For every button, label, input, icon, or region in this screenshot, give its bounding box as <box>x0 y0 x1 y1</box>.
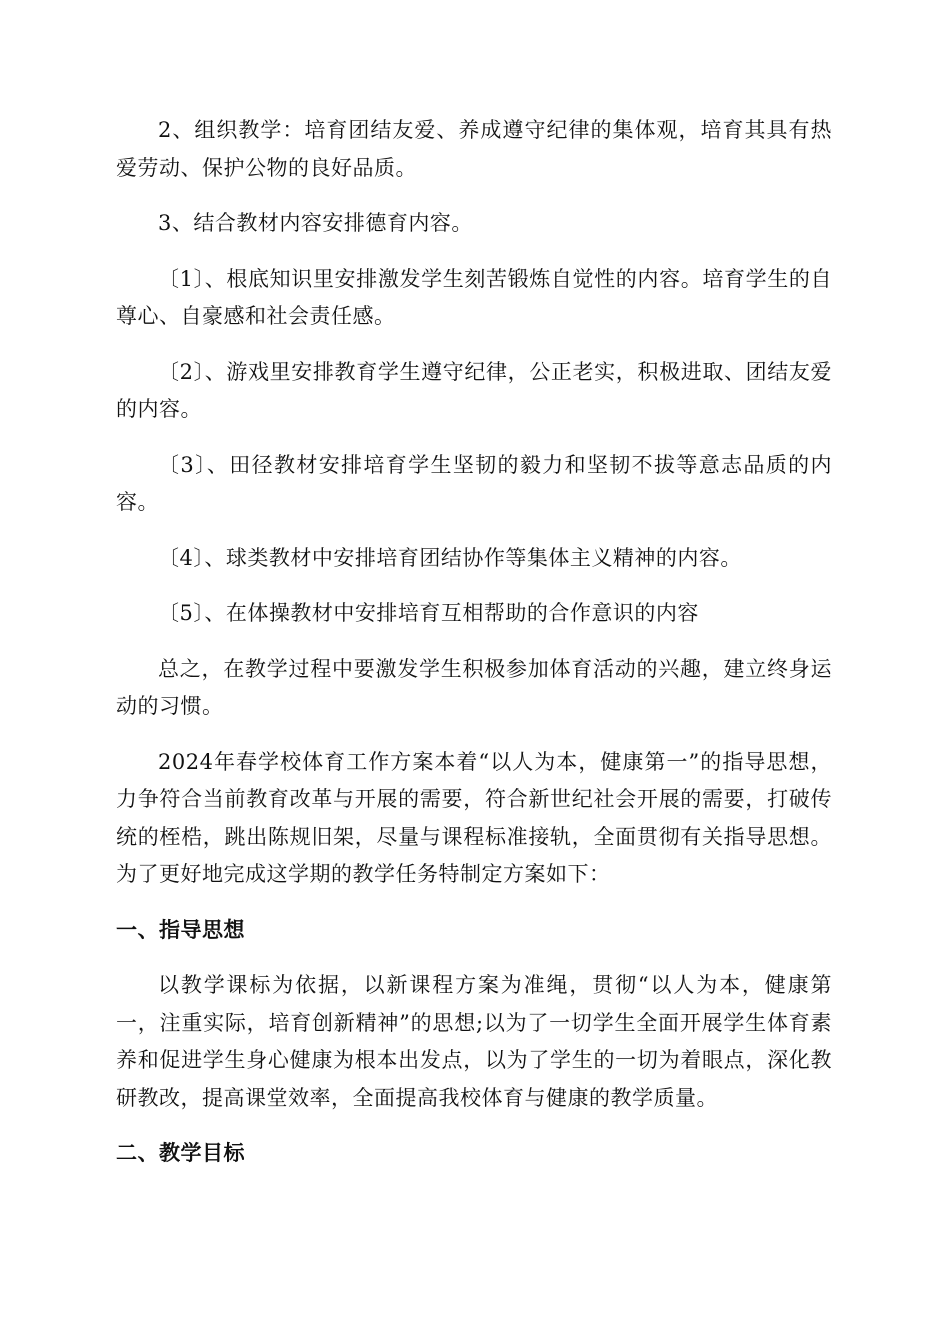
document-body <box>116 112 832 1191</box>
paragraph-item-4: 〔4〕、球类教材中安排培育团结协作等集体主义精神的内容。 <box>158 545 742 570</box>
paragraph-item-3: 〔3〕、田径教材安排培育学生坚韧的毅力和坚韧不拔等意志品质的内容。 <box>116 452 832 514</box>
heading-guiding-ideology: 一、指导思想 <box>116 917 245 942</box>
paragraph-organize-teaching: 2、组织教学：培育团结友爱、养成遵守纪律的集体观，培育其具有热爱劳动、保护公物的良好品质。 <box>116 118 832 180</box>
heading-teaching-goals: 二、教学目标 <box>116 1141 245 1165</box>
paragraph-item-1: 〔1〕、根底知识里安排激发学生刻苦锻炼自觉性的内容。培育学生的自尊心、自豪感和社会责任感。 <box>116 266 832 328</box>
paragraph-item-5: 〔5〕、在体操教材中安排培育互相帮助的合作意识的内容 <box>158 601 699 625</box>
paragraph-item-2: 〔2〕、游戏里安排教育学生遵守纪律，公正老实，积极进取、团结友爱的内容。 <box>116 359 832 421</box>
paragraph-plan-intro: 2024年春学校体育工作方案本着“以人为本，健康第一”的指导思想，力争符合当前教育改革与开展的需要，符合新世纪社会开展的需要，打破传统的桎梏，跳出陈规旧架，尽量与课程标准接轨，全面贯彻有关指导思想。为了更好地完成这学期的教学任务特制定方案如下： <box>116 749 832 886</box>
paragraph-moral-education: 3、结合教材内容安排德育内容。 <box>158 211 473 235</box>
paragraph-guiding-ideology: 以教学课标为依据，以新课程方案为准绳，贯彻“以人为本，健康第一，注重实际，培育创新精神”的思想;以为了一切学生全面开展学生体育素养和促进学生身心健康为根本出发点，以为了学生的一切为着眼点，深化教研教改，提高课堂效率，全面提高我校体育与健康的教学质量。 <box>116 973 832 1110</box>
paragraph-summary: 总之，在教学过程中要激发学生积极参加体育活动的兴趣，建立终身运动的习惯。 <box>116 656 832 718</box>
